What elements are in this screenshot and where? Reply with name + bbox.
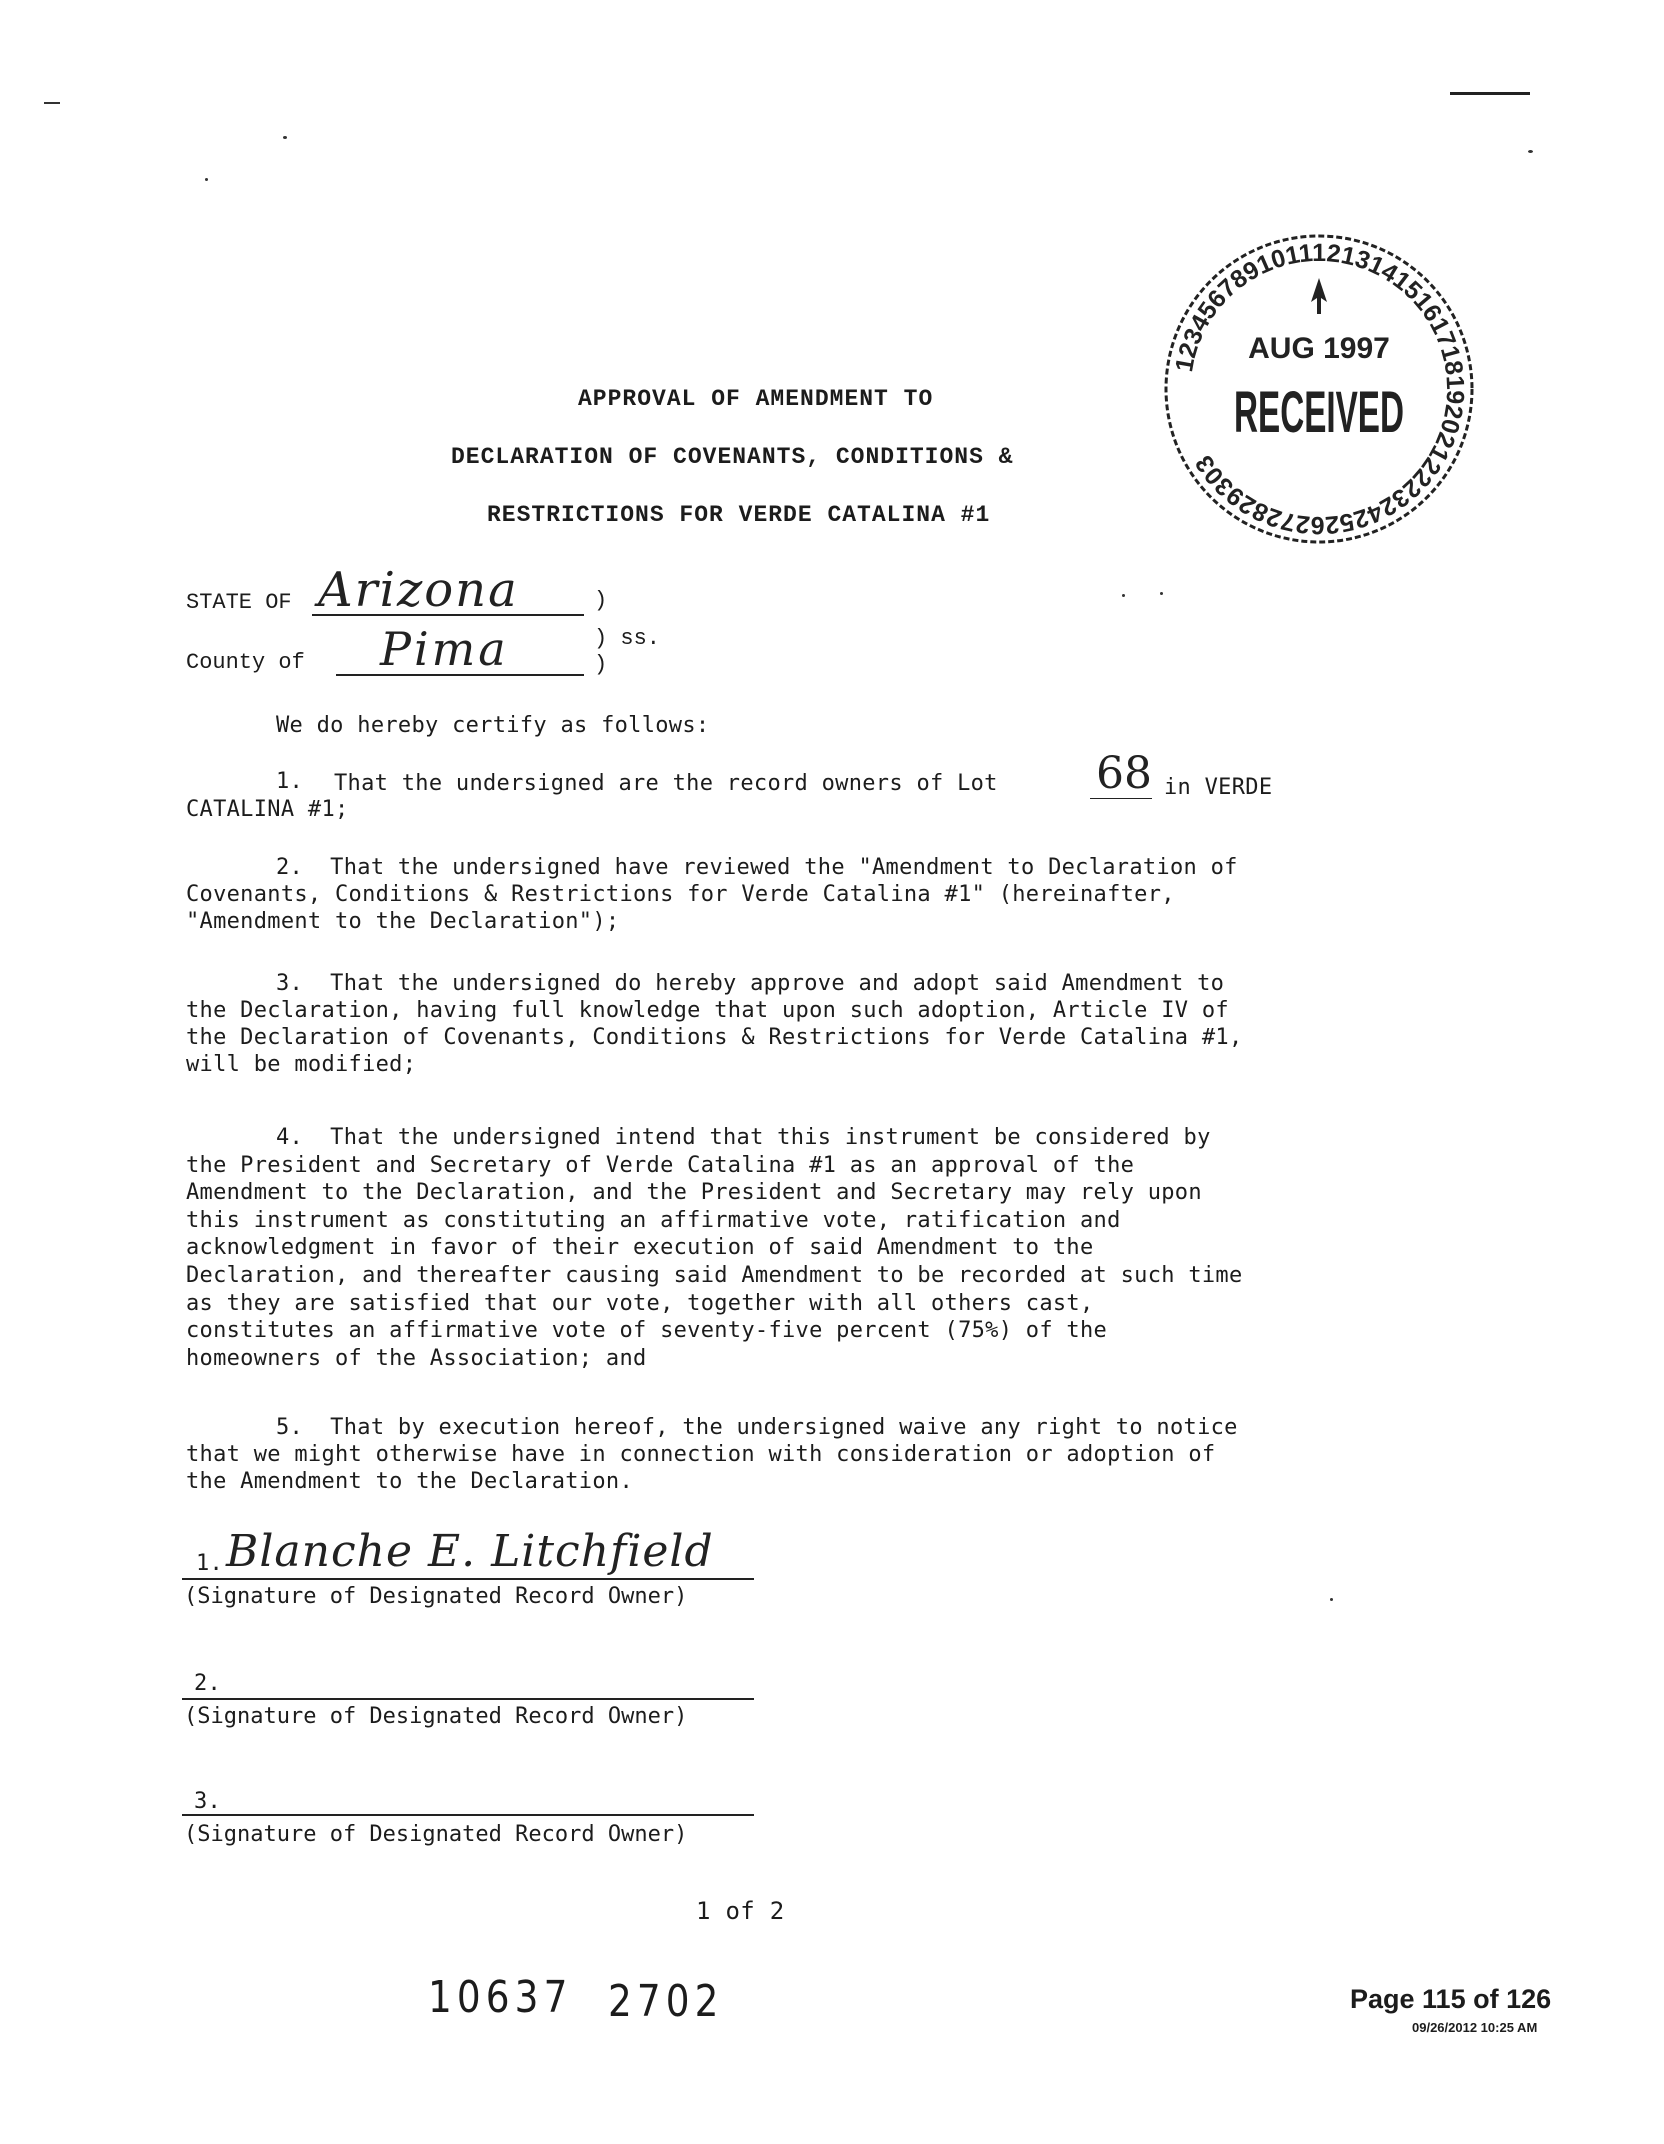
speck [283,136,287,139]
speck [1160,592,1163,595]
clause-1-text-c: CATALINA #1; [186,797,349,822]
recording-page-number: 2702 [608,1976,724,2027]
county-paren: ) [594,652,608,677]
stamp-arrow-icon [1311,278,1327,314]
signature-3-label: (Signature of Designated Record Owner) [184,1822,688,1847]
speck [1122,594,1125,597]
print-timestamp: 09/26/2012 10:25 AM [1412,2020,1538,2035]
lot-number-handwritten: 68 [1096,748,1152,799]
stamp-ring-numbers: 1234567891011121314151617181920212223242526272829303 [1170,238,1470,540]
clause-3: 3. That the undersigned do hereby approve and adopt said Amendment to the Declaration, having full knowledge that upon such adoption, Article IV of the Declaration of Covenants, Conditions & Restrictions for Verde Catalina #1, will be modified; [186,971,1243,1077]
page-indicator: Page 115 of 126 [1350,1984,1552,2014]
lot-underline [1090,798,1152,799]
signature-2-label: (Signature of Designated Record Owner) [184,1704,688,1729]
clause-2: 2. That the undersigned have reviewed the "Amendment to Declaration of Covenants, Conditions & Restrictions for Verde Catalina #1" (hereinafter, "Amendment to the Declaration"); [186,855,1238,934]
state-value-handwritten: Arizona [318,562,519,618]
signature-3-number: 3. [194,1789,222,1814]
signature-1-label: (Signature of Designated Record Owner) [184,1584,688,1609]
county-label: County of [186,650,305,675]
document-title-line-2: DECLARATION OF COVENANTS, CONDITIONS & [451,444,1014,470]
signature-1-handwritten: Blanche E. Litchfield [226,1526,714,1577]
intro-statement: We do hereby certify as follows: [276,713,710,738]
county-value-handwritten: Pima [380,622,509,676]
scan-mark-right [1450,92,1530,95]
page-count: 1 of 2 [696,1897,785,1925]
received-stamp [1160,230,1478,548]
document-title-line-1: APPROVAL OF AMENDMENT TO [578,386,934,412]
clause-1-number: 1. [276,769,304,794]
state-paren: ) [594,588,608,613]
speck [1528,150,1533,153]
document-title-line-3: RESTRICTIONS FOR VERDE CATALINA #1 [487,502,991,528]
clause-5: 5. That by execution hereof, the undersigned waive any right to notice that we might otherwise have in connection with consideration or adoption of the Amendment to the Declaration. [186,1415,1238,1494]
signature-3-line [182,1814,754,1816]
speck [205,178,208,181]
speck [1330,1598,1333,1601]
state-underline [312,614,584,616]
signature-1-number: 1. [196,1551,224,1576]
clause-1-text-b: in VERDE [1164,775,1273,800]
stamp-received-label: RECEIVED [1234,380,1404,445]
scan-mark-left [44,102,60,104]
recording-book-number: 10637 [428,1972,573,2023]
signature-1-line [182,1578,754,1580]
county-underline [336,674,584,676]
clause-1-text: That the undersigned are the record owners of Lot [334,771,998,796]
signature-2-line [182,1698,754,1700]
stamp-date: AUG 1997 [1248,332,1390,365]
state-label: STATE OF [186,590,292,615]
ss-label: ) ss. [594,626,661,651]
clause-4: 4. That the undersigned intend that this instrument be considered by the President and Secretary of Verde Catalina #1 as an approval of the Amendment to the Declaration, and the President and Secretary may rely upon this instrument as constituting an affirmative vote, ratification and acknowledgment in favor of their execution of said Amendment to the Declaration, and thereafter causing said Amendment to be recorded at such time as they are satisfied that our vote, together with all others cast, constitutes an affirmative vote of seventy-five percent (75%) of the homeowners of the Association; and [186,1125,1243,1371]
signature-2-number: 2. [194,1671,222,1696]
